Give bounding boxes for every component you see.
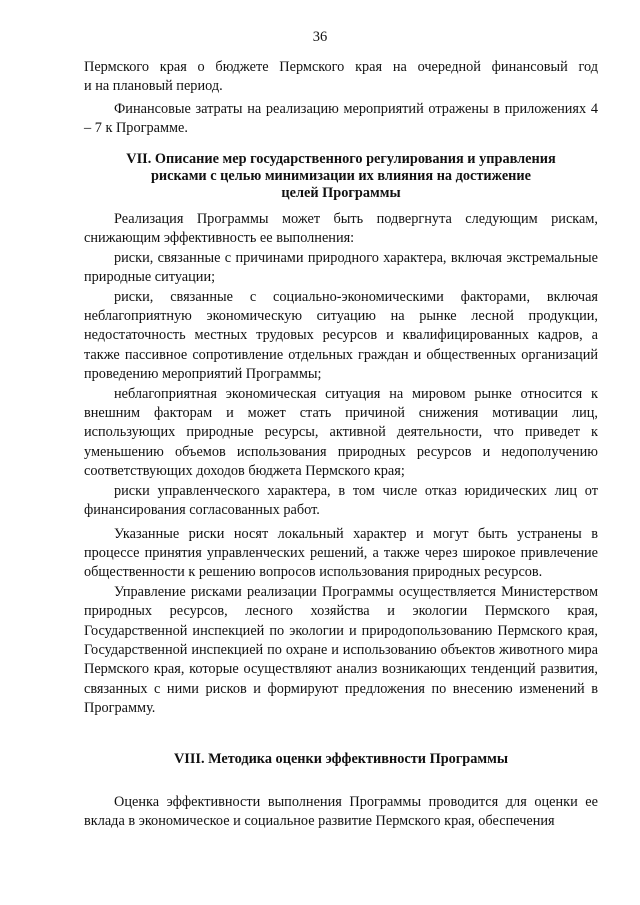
page-number: 36 (312, 29, 328, 45)
section-7-body (84, 210, 598, 719)
section-7-heading (84, 151, 598, 202)
section-7-paragraph-2: риски, связанные с причинами природного характера, включая экстремальные природные ситуации; (84, 249, 598, 286)
section-7-paragraph-1: Реализация Программы может быть подвергнута следующим рискам, снижающим эффективность ее выполнения: (84, 211, 598, 247)
section-8-body (84, 793, 598, 832)
section-7-paragraph-4: неблагоприятная экономическая ситуация на мировом рынке относится к внешним факторам и может стать причиной снижения мотивации лиц, использующих природные ресурсы, активной деятельности, что приведет к уменьшению объемов использования природных ресурсов и недополучению соответствующих доходов бюджета Пермского края; (84, 385, 598, 480)
section-7-paragraph-5: риски управленческого характера, в том числе отказ юридических лиц от финансирования согласованных работ. (84, 482, 598, 519)
intro-section (84, 58, 598, 139)
intro-line-1: Пермского края о бюджете Пермского края на очередной финансовый год (84, 59, 598, 75)
section-7-paragraph-3: риски, связанные с социально-экономическими факторами, включая неблагоприятную экономическую ситуацию на рынке лесной продукции, недостаточность местных трудовых ресурсов и квалифицированных кадров, а также пассивное сопротивление отдельных граждан и общественных организаций проведению мероприятий Программы; (84, 288, 598, 383)
section-7-heading-line-2: рисками с целью минимизации их влияния на достижение (150, 168, 531, 184)
section-8-heading: VIII. Методика оценки эффективности Программы (173, 751, 509, 767)
section-8-heading-block (84, 751, 598, 768)
section-7-heading-line-3: целей Программы (281, 185, 401, 201)
section-7-heading-line-1: VII. Описание мер государственного регулирования и управления (126, 151, 556, 167)
section-7-paragraph-6: Указанные риски носят локальный характер и могут быть устранены в процессе принятия управленческих решений, а также через широкое привлечение общественности к решению вопросов использования природных ресурсов. (84, 525, 598, 581)
section-7-paragraph-7: Управление рисками реализации Программы осуществляется Министерством природных ресурсов, лесного хозяйства и экологии Пермского края, Государственной инспекцией по экологии и природопользованию Пермского края, Государственной инспекцией по охране и использованию объектов животного мира Пермского края, которые осуществляют анализ возникающих тенденций развития, связанных с ними рисков и формируют предложения по внесению изменений в Программу. (84, 583, 598, 717)
intro-paragraph-2: Финансовые затраты на реализацию мероприятий отражены в приложениях 4 – 7 к Программе. (84, 100, 598, 137)
section-8-paragraph-1: Оценка эффективности выполнения Программы проводится для оценки ее вклада в экономическое и социальное развитие Пермского края, обеспечения (84, 794, 598, 830)
intro-line-2: и на плановый период. (84, 78, 223, 95)
